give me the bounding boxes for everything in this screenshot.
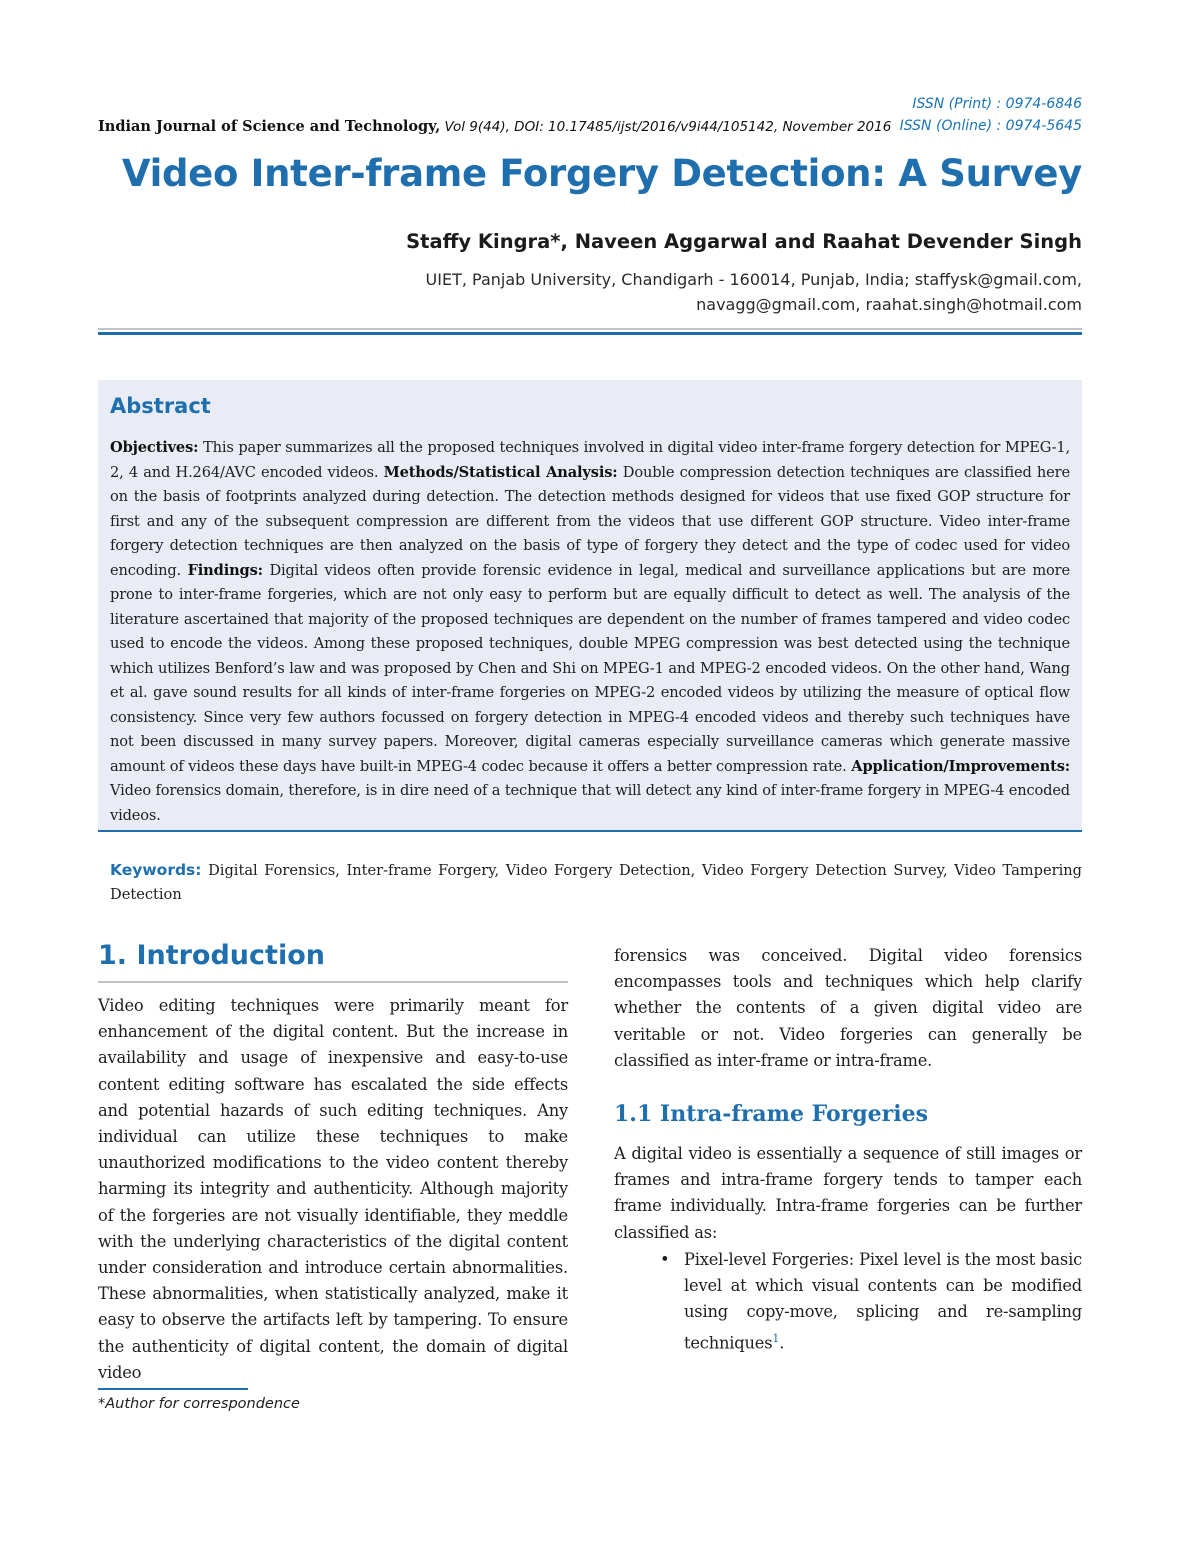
issn-online: ISSN (Online) : 0974-5645 — [899, 118, 1082, 134]
keywords-label: Keywords: — [110, 861, 202, 879]
keywords-text: Digital Forensics, Inter-frame Forgery, Video Forgery Detection, Video Forgery Detection Survey, Video Tampering Detection — [110, 862, 1082, 903]
abstract-heading: Abstract — [110, 394, 211, 418]
reference-link[interactable]: 1 — [772, 1331, 780, 1345]
objectives-label: Objectives: — [110, 439, 199, 456]
affiliation-line-2: navagg@gmail.com, raahat.singh@hotmail.com — [696, 295, 1082, 314]
bullet-text: Pixel-level Forgeries: Pixel level is the most basic level at which visual contents can be modified using copy-move, splicing and re-sampling techniques — [684, 1250, 1082, 1353]
footnote-divider — [98, 1388, 248, 1390]
affiliation-line-1: UIET, Panjab University, Chandigarh - 160014, Punjab, India; staffysk@gmail.com, — [425, 270, 1082, 289]
divider-gray — [98, 328, 1082, 330]
introduction-heading: 1. Introduction — [98, 940, 325, 971]
intra-frame-heading: 1.1 Intra-frame Forgeries — [614, 1101, 928, 1127]
bullet-tail: . — [779, 1333, 785, 1353]
methods-label: Methods/Statistical Analysis: — [383, 463, 618, 481]
intra-frame-paragraph: A digital video is essentially a sequence of still images or frames and intra-frame forgery tends to tamper each frame individually. Intra-frame forgeries can be further classified as: — [614, 1144, 1082, 1242]
application-label: Application/Improvements: — [851, 757, 1070, 775]
journal-citation — [98, 118, 891, 135]
methods-text: Double compression detection techniques are classified here on the basis of footprints analyzed during detection. The detection methods designed for videos that use fixed GOP structure for first and any of the subsequent compression are different from the videos that use different GOP structure. Video inter-frame forgery detection techniques are then analyzed on the basis of type of forgery they detect and the type of codec used for video encoding. — [110, 463, 1070, 579]
intra-frame-bullet-list — [660, 1247, 1082, 1356]
introduction-left-column: Video editing techniques were primarily meant for enhancement of the digital content. But the increase in availability and usage of inexpensive and easy-to-use content editing software has escalated the side effects and potential hazards of such editing techniques. Any individual can utilize these techniques to make unauthorized modifications to the video content thereby harming its integrity and authenticity. Although majority of the forgeries are not visually identifiable, they meddle with the underlying characteristics of the digital content under consideration and introduce certain abnormalities. These abnormalities, when statistically analyzed, make it easy to observe the artifacts left by tampering. To ensure the authenticity of digital content, the domain of digital video — [98, 996, 568, 1382]
list-item — [660, 1247, 1082, 1356]
findings-text: Digital videos often provide forensic evidence in legal, medical and surveillance applications but are more prone to inter-frame forgeries, which are not only easy to perform but are equally difficult to detect as well. The analysis of the literature ascertained that majority of the proposed techniques are dependent on the number of frames tampered and video codec used to encode the videos. Among these proposed techniques, double MPEG compression was best detected using the technique which utilizes Benford’s law and was proposed by Chen and Shi on MPEG-1 and MPEG-2 encoded videos. On the other hand, Wang et al. gave sound results for all kinds of inter-frame forgeries on MPEG-2 encoded videos by utilizing the measure of optical flow consistency. Since very few authors focussed on forgery detection in MPEG-4 encoded videos and thereby such techniques have not been discussed in many survey papers. Moreover, digital cameras especially surveillance cameras which generate massive amount of videos these days have built-in MPEG-4 codec because it offers a better compression rate. — [110, 561, 1070, 775]
issn-print: ISSN (Print) : 0974-6846 — [912, 96, 1082, 112]
introduction-underline — [98, 981, 568, 983]
journal-name: Indian Journal of Science and Technology, — [98, 118, 441, 135]
abstract-text — [110, 436, 1070, 828]
abstract-box — [98, 380, 1082, 832]
objectives-text: This paper summarizes all the proposed techniques involved in digital video inter-frame forgery detection for MPEG-1, 2, 4 and H.264/AVC encoded videos. — [110, 439, 1070, 481]
divider-blue — [98, 332, 1082, 335]
application-text: Video forensics domain, therefore, is in dire need of a technique that will detect any kind of inter-frame forgery in MPEG-4 encoded videos. — [110, 782, 1070, 824]
keywords — [110, 858, 1082, 907]
footnote-text: *Author for correspondence — [98, 1396, 300, 1412]
paper-authors: Staffy Kingra*, Naveen Aggarwal and Raahat Devender Singh — [406, 230, 1082, 253]
findings-label: Findings: — [187, 561, 263, 579]
bullet-icon: • — [660, 1250, 670, 1269]
journal-meta: Vol 9(44), DOI: 10.17485/ijst/2016/v9i44/105142, November 2016 — [440, 119, 892, 135]
introduction-right-column: forensics was conceived. Digital video forensics encompasses tools and techniques which help clarify whether the contents of a given digital video are veritable or not. Video forgeries can generally be classified as inter-frame or intra-frame. — [614, 946, 1082, 1070]
paper-title: Video Inter-frame Forgery Detection: A Survey — [121, 152, 1082, 195]
